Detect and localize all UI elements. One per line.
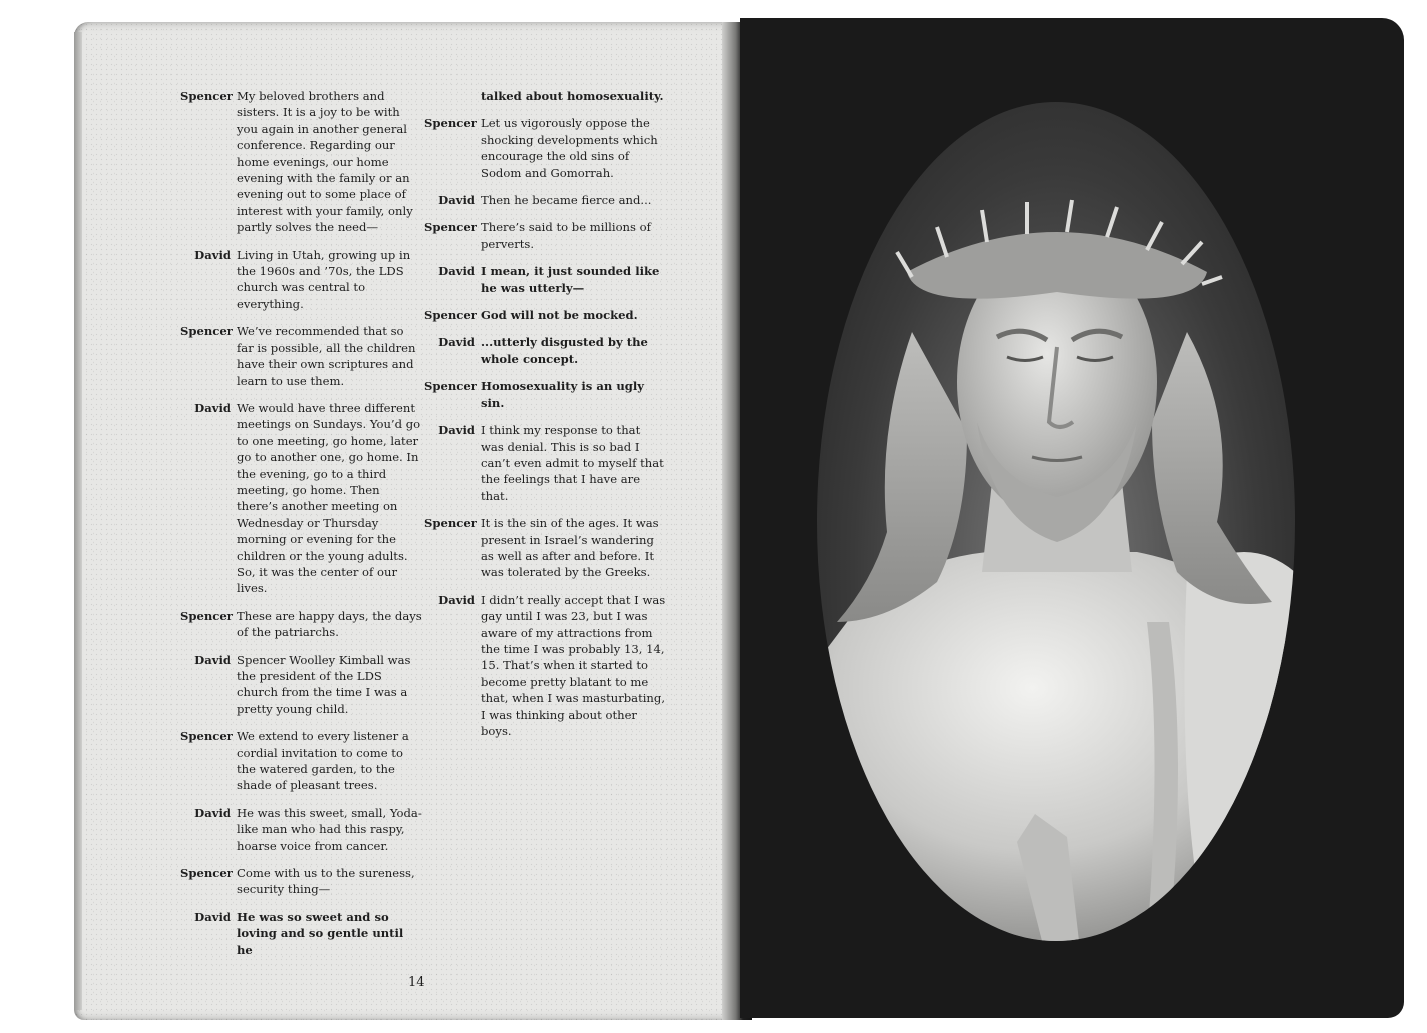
speech-text: I didn’t really accept that I was gay until I was 23, but I was aware of my attractions from the time I was probably 13, 14, 15. That’s when it started to become pretty blatant to me that, when I was masturbating, I was thinking about other boys. [481, 592, 666, 738]
dialogue-entry [180, 323, 422, 389]
speaker-label: Spencer [180, 608, 233, 623]
speech-text: Homosexuality is an ugly sin. [481, 379, 645, 410]
left-text-column [180, 88, 422, 969]
dialogue-entry [424, 307, 666, 323]
dialogue-entry [424, 422, 666, 504]
speaker-label: David [194, 805, 231, 820]
speaker-label: David [438, 193, 475, 208]
right-text-column [424, 88, 666, 750]
speech-text: He was so sweet and so loving and so gentle until he [237, 909, 404, 957]
dialogue-entry [180, 608, 422, 641]
speech-text: It is the sin of the ages. It was present in Israel’s wandering as well as after and before. It was tolerated by the Greeks. [481, 516, 659, 580]
speech-text: We extend to every listener a cordial invitation to come to the watered garden, to the shade of pleasant trees. [237, 729, 409, 793]
speech-text: ...utterly disgusted by the whole concept. [481, 335, 648, 366]
speaker-label: David [194, 652, 231, 667]
dialogue-entry [424, 263, 666, 296]
speaker-label: Spencer [424, 308, 477, 323]
dialogue-entry [180, 865, 422, 898]
dialogue-entry [424, 115, 666, 181]
speaker-label: David [438, 592, 475, 607]
speech-text: Then he became fierce and... [481, 193, 652, 208]
page-number: 14 [408, 975, 425, 990]
dialogue-entry [180, 805, 422, 854]
speaker-label: Spencer [424, 379, 477, 394]
speech-text: There’s said to be millions of perverts. [481, 220, 651, 251]
speaker-label: David [438, 335, 475, 350]
speaker-label: David [194, 909, 231, 924]
dialogue-entry [180, 400, 422, 597]
speech-text: We’ve recommended that so far is possible, all the children have their own scriptures and learn to use them. [237, 324, 416, 388]
statue-photo-oval [817, 102, 1295, 941]
speech-text: I mean, it just sounded like he was utterly— [481, 264, 660, 295]
speech-text: Living in Utah, growing up in the 1960s and ’70s, the LDS church was central to everything. [237, 247, 411, 311]
dialogue-entry [424, 334, 666, 367]
dialogue-entry [424, 378, 666, 411]
speech-text: I think my response to that was denial. This is so bad I can’t even admit to myself that the feelings that I have are that. [481, 423, 664, 503]
dialogue-entry [180, 728, 422, 794]
speech-text: He was this sweet, small, Yoda-like man who had this raspy, hoarse voice from cancer. [237, 805, 422, 853]
speaker-label: David [194, 400, 231, 415]
speaker-label: Spencer [180, 324, 233, 339]
speaker-label: Spencer [424, 516, 477, 531]
speaker-label: David [438, 423, 475, 438]
dialogue-entry [180, 88, 422, 236]
speech-text: We would have three different meetings on Sundays. You’d go to one meeting, go home, later go to another one, go home. In the evening, go to a third meeting, go home. Then there’s another meeting on Wednesday or Thursday morning or evening for the children or the young adults. So, it was the center of our lives. [237, 400, 421, 596]
speech-text: My beloved brothers and sisters. It is a joy to be with you again in another general conference. Regarding our home evenings, our home evening with the family or an evening out to some place of interest with your family, only partly solves the need— [237, 89, 413, 235]
dialogue-entry [180, 652, 422, 718]
speaker-label: Spencer [180, 729, 233, 744]
speech-text: talked about homosexuality. [481, 89, 664, 103]
right-page [740, 18, 1404, 1018]
speech-text: Come with us to the sureness, security thing— [237, 866, 415, 897]
dialogue-entry [424, 592, 666, 740]
dialogue-entry [180, 247, 422, 313]
speaker-label: Spencer [180, 866, 233, 881]
speech-text: These are happy days, the days of the patriarchs. [237, 608, 422, 640]
continued-speech [424, 88, 666, 104]
speech-text: Let us vigorously oppose the shocking developments which encourage the old sins of Sodom and Gomorrah. [481, 116, 658, 180]
dialogue-entry [424, 515, 666, 581]
speaker-label: Spencer [180, 89, 233, 103]
speaker-label: Spencer [424, 116, 477, 131]
speaker-label: David [438, 264, 475, 279]
speech-text: Spencer Woolley Kimball was the president of the LDS church from the time I was a pretty young child. [237, 652, 411, 716]
dialogue-entry [424, 219, 666, 252]
speaker-label: Spencer [424, 220, 477, 235]
dialogue-entry [424, 192, 666, 208]
speech-text: God will not be mocked. [481, 308, 638, 323]
dialogue-entry [180, 909, 422, 958]
speaker-label: David [194, 247, 231, 262]
statue-bust-image [817, 102, 1295, 941]
